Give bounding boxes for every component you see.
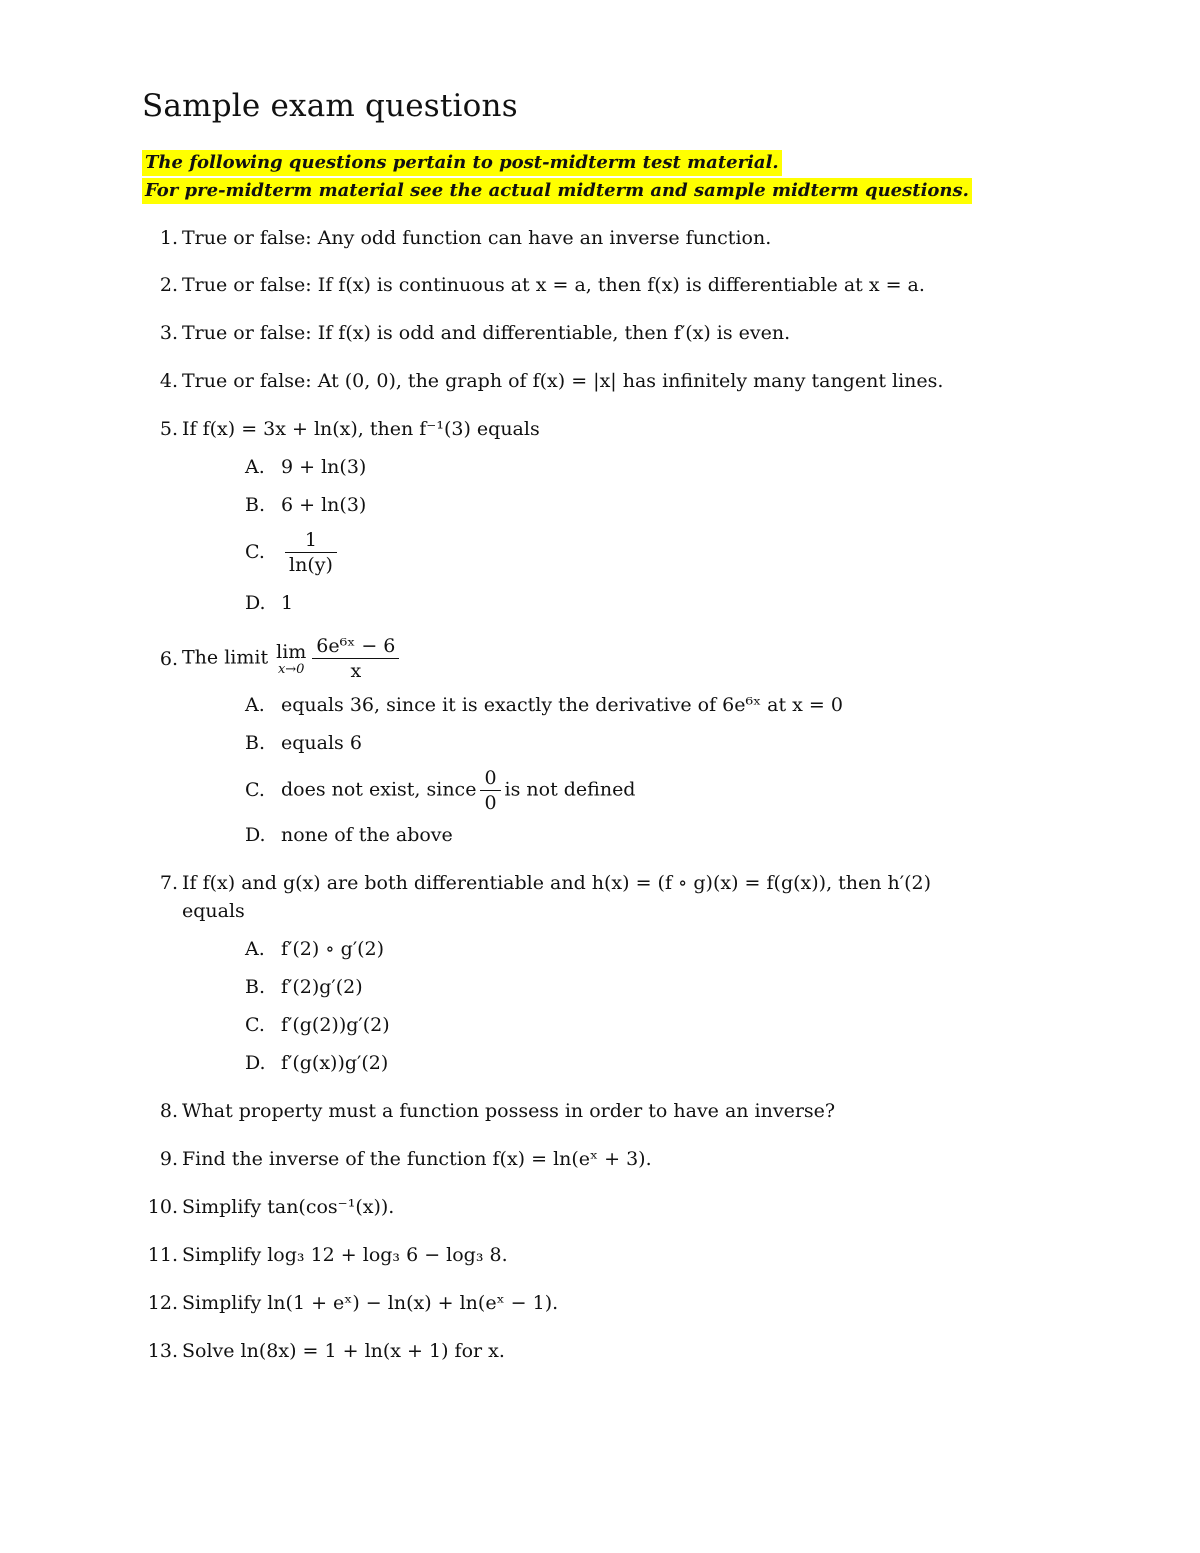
limit-subscript: x→0 — [277, 661, 305, 677]
option-text: equals 36, since it is exactly the derivative of 6e⁶ˣ at x = 0 — [281, 694, 843, 716]
question-text: True or false: At (0, 0), the graph of f(x) = |x| has infinitely many tangent lines. — [182, 370, 944, 392]
fraction-denominator: 0 — [480, 790, 500, 815]
question-text: Simplify ln(1 + eˣ) − ln(x) + ln(eˣ − 1). — [182, 1292, 559, 1314]
option-label: C. — [245, 540, 265, 563]
option-text: 9 + ln(3) — [281, 456, 367, 478]
highlight-note-post-midterm: The following questions pertain to post-midterm test material. — [142, 150, 782, 176]
limit-fraction — [312, 634, 399, 683]
question-number: 5. — [159, 418, 178, 440]
question-text: Solve ln(8x) = 1 + ln(x + 1) for x. — [182, 1340, 505, 1362]
option-text: none of the above — [281, 824, 453, 846]
q5-option-a — [245, 454, 366, 480]
question-text-line2: equals — [182, 900, 245, 922]
q7-option-b — [245, 974, 363, 1000]
fraction-numerator: 1 — [304, 529, 317, 551]
option-label: A. — [245, 694, 265, 716]
question-number: 9. — [159, 1148, 178, 1170]
question-number: 1. — [159, 227, 178, 249]
question-number: 6. — [159, 648, 178, 670]
q5-option-d — [245, 590, 293, 616]
question-number: 11. — [147, 1244, 178, 1266]
option-label: C. — [245, 1014, 265, 1036]
question-text — [182, 634, 403, 683]
option-text: equals 6 — [281, 732, 362, 754]
question-text: Find the inverse of the function f(x) = ln(eˣ + 3). — [182, 1148, 652, 1170]
option-text: 1 — [281, 592, 294, 614]
question-number: 12. — [147, 1292, 178, 1314]
fraction-denominator: ln(y) — [285, 552, 337, 577]
page-title: Sample exam questions — [142, 88, 518, 124]
option-text-pre: does not exist, since — [281, 778, 477, 801]
question-text: Simplify log₃ 12 + log₃ 6 − log₃ 8. — [182, 1244, 508, 1266]
option-text: f′(g(2))g′(2) — [281, 1014, 390, 1036]
question-text: True or false: If f(x) is odd and differentiable, then f′(x) is even. — [182, 322, 791, 344]
q6-option-c — [245, 766, 635, 815]
question-text-line1: If f(x) and g(x) are both differentiable and h(x) = (f ∘ g)(x) = f(g(x)), then h′(2) — [182, 872, 932, 894]
option-text: f′(2) ∘ g′(2) — [281, 938, 385, 960]
question-number: 4. — [159, 370, 178, 392]
option-label: B. — [245, 494, 266, 516]
q7-option-d — [245, 1050, 388, 1076]
option-label: B. — [245, 732, 266, 754]
question-text: If f(x) = 3x + ln(x), then f⁻¹(3) equals — [182, 418, 540, 440]
option-label: D. — [245, 592, 266, 614]
limit-operator — [276, 641, 306, 677]
option-label: D. — [245, 1052, 266, 1074]
q6-option-d — [245, 822, 453, 848]
option-text: f′(2)g′(2) — [281, 976, 363, 998]
q5-option-c — [245, 528, 341, 577]
option-label: B. — [245, 976, 266, 998]
q6-option-b — [245, 730, 362, 756]
option-label: A. — [245, 938, 265, 960]
question-number: 8. — [159, 1100, 178, 1122]
question-text: True or false: If f(x) is continuous at x = a, then f(x) is differentiable at x = a. — [182, 274, 925, 296]
fraction — [480, 766, 500, 815]
fraction-numerator: 0 — [484, 767, 497, 789]
highlight-note-pre-midterm: For pre-midterm material see the actual midterm and sample midterm questions. — [142, 178, 972, 204]
question-text: True or false: Any odd function can have an inverse function. — [182, 227, 772, 249]
q6-option-a — [245, 692, 843, 718]
q7-option-a — [245, 936, 384, 962]
q5-option-b — [245, 492, 366, 518]
question-text: Simplify tan(cos⁻¹(x)). — [182, 1196, 395, 1218]
option-label: D. — [245, 824, 266, 846]
question-number: 13. — [147, 1340, 178, 1362]
q7-option-c — [245, 1012, 390, 1038]
question-number: 7. — [159, 872, 178, 894]
option-label: A. — [245, 456, 265, 478]
limit-word: lim — [276, 640, 307, 663]
option-text-post: is not defined — [504, 778, 636, 801]
option-label: C. — [245, 778, 265, 801]
limit-prefix: The limit — [182, 646, 269, 669]
question-number: 3. — [159, 322, 178, 344]
question-7-continued — [182, 898, 245, 924]
question-text: What property must a function possess in order to have an inverse? — [182, 1100, 836, 1122]
question-number: 2. — [159, 274, 178, 296]
question-number: 10. — [147, 1196, 178, 1218]
option-text: 6 + ln(3) — [281, 494, 367, 516]
option-text: f′(g(x))g′(2) — [281, 1052, 389, 1074]
fraction — [285, 528, 337, 577]
fraction-numerator: 6e⁶ˣ − 6 — [316, 635, 396, 657]
fraction-denominator: x — [312, 658, 399, 683]
